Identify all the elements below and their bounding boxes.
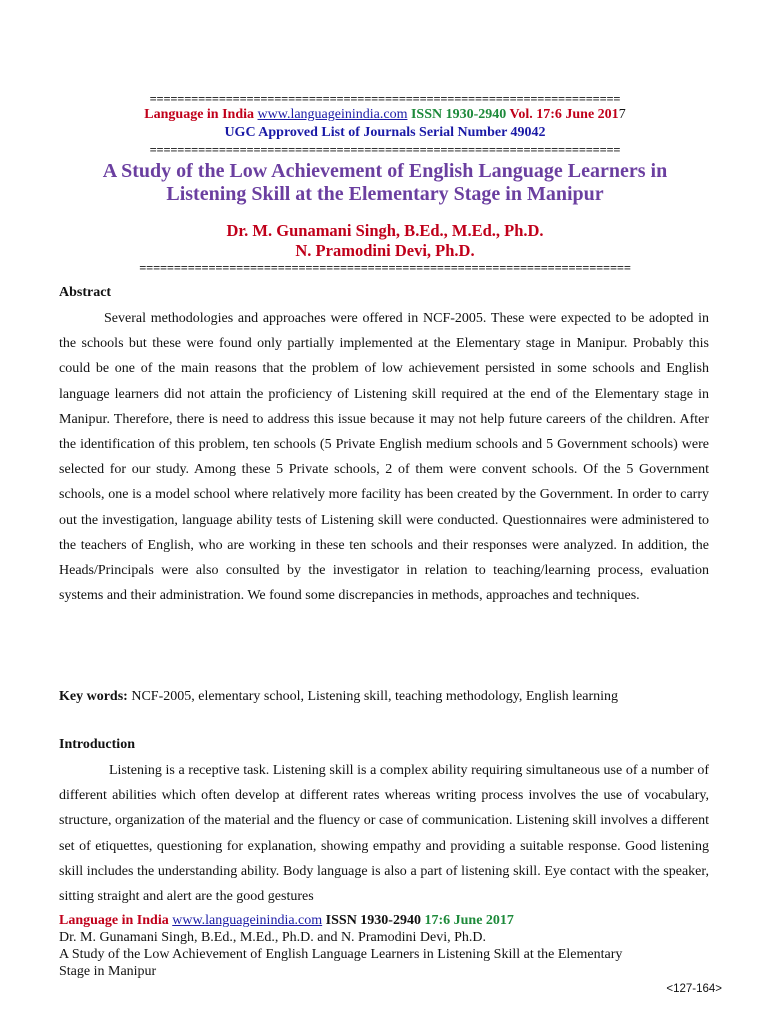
authors-rule: =======================================================================	[139, 261, 631, 275]
article-title-line1: A Study of the Low Achievement of English Language Learners in	[102, 160, 668, 182]
header-rule-bottom: ====================================================================	[149, 143, 621, 157]
page-footer	[59, 912, 719, 980]
abstract-body	[59, 306, 709, 608]
footer-issn: ISSN 1930-2940	[325, 913, 421, 928]
footer-issue: 17:6 June 2017	[424, 913, 514, 928]
journal-url-link[interactable]: www.languageinindia.com	[257, 107, 408, 122]
article-authors	[0, 221, 770, 261]
keywords-line	[59, 684, 709, 709]
article-title-line2: Listening Skill at the Elementary Stage in Manipur	[166, 183, 604, 205]
keywords-label: Key words:	[59, 689, 128, 704]
introduction-heading: Introduction	[59, 737, 135, 752]
footer-authors: Dr. M. Gunamani Singh, B.Ed., M.Ed., Ph.D. and N. Pramodini Devi, Ph.D.	[59, 930, 486, 945]
journal-issn: ISSN 1930-2940	[410, 107, 507, 122]
introduction-body	[59, 758, 709, 909]
footer-title-line2: Stage in Manipur	[59, 964, 157, 979]
author-2: N. Pramodini Devi, Ph.D.	[295, 241, 475, 260]
header-rule-top: ====================================================================	[149, 92, 621, 106]
page-range: <127-164>	[666, 983, 722, 995]
author-1: Dr. M. Gunamani Singh, B.Ed., M.Ed., Ph.D.	[226, 221, 544, 240]
journal-volume	[510, 107, 626, 122]
article-title	[0, 160, 770, 206]
abstract-paragraph: Several methodologies and approaches were offered in NCF-2005. These were expected to be adopted in the schools but these were found only partially implemented at the Elementary stage in Manipur. Probably this could be one of the main reasons that the problem of low achievement persisted in some schools and English language learners did not attain the proficiency of Listening skill required at the end of the Elementary stage in Manipur. Therefore, there is need to address this issue because it may not help future careers of the children. After the identification of this problem, ten schools (5 Private English medium schools and 5 Government schools) were selected for our study. Among these 5 Private schools, 2 of them were convent schools. Of the 5 Government schools, one is a model school where relatively more facility has been created by the Government. In order to carry out the investigation, language ability tests of Listening skill were conducted. Questionnaires were administered to the teachers of English, who are working in these ten schools and their responses were analyzed. In addition, the Heads/Principals were also consulted by the investigator in relation to teaching/learning process, evaluation systems and their administration. We found some discrepancies in methods, approaches and techniques.	[59, 311, 709, 604]
footer-journal-name: Language in India	[59, 913, 169, 928]
ugc-approval-line: UGC Approved List of Journals Serial Number 49042	[224, 125, 546, 140]
footer-journal-line	[59, 912, 719, 929]
journal-header-line	[0, 107, 770, 123]
journal-volume-text: Vol. 17:6 June 201	[509, 107, 619, 122]
journal-volume-tail: 7	[618, 107, 626, 122]
keywords-text: NCF-2005, elementary school, Listening skill, teaching methodology, English learning	[131, 689, 619, 704]
journal-name: Language in India	[144, 107, 255, 122]
footer-journal-url-link[interactable]: www.languageinindia.com	[172, 913, 323, 928]
footer-title-line1: A Study of the Low Achievement of English Language Learners in Listening Skill at the Elementary	[59, 947, 623, 962]
introduction-paragraph: Listening is a receptive task. Listening skill is a complex ability requiring simultaneous use of a number of different abilities which often develop at different rates whereas writing process involves the use of vocabulary, structure, organization of the material and the fluency or case of communication. Listening skill involves a different set of etiquettes, questioning for explanation, showing empathy and providing a suitable response. Good listening skill includes the understanding ability. Body language is also a part of listening skill. Eye contact with the speaker, sitting straight and alert are the good gestures	[59, 763, 709, 905]
abstract-heading: Abstract	[59, 285, 112, 300]
